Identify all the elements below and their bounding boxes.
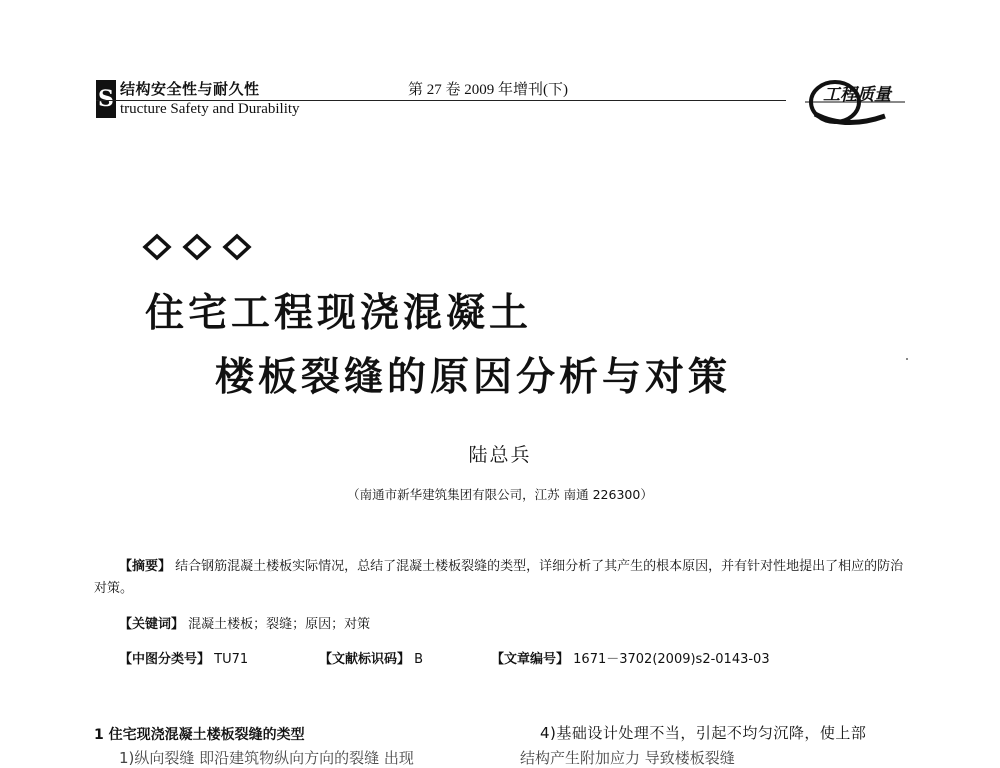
right-column-line: 4)基础设计处理不当，引起不均匀沉降，使上部 [540, 724, 867, 742]
issue-info: 第 27 卷 2009 年增刊(下) [408, 82, 568, 98]
title-diamonds-icon [142, 232, 272, 262]
section-badge: S [96, 80, 116, 118]
clc-code [119, 648, 248, 667]
article-title-line2: 楼板裂缝的原因分析与对策 [215, 355, 732, 400]
right-column-cut-line: 结构产生附加应力 导致楼板裂缝 [520, 749, 735, 767]
doc-value: B [414, 652, 424, 667]
keywords [119, 614, 370, 636]
classification-row [119, 648, 919, 668]
journal-section-cn: 结构安全性与耐久性 [120, 80, 260, 98]
article-number-label: 【文章编号】 [491, 652, 570, 667]
left-column-cut-line: 1)纵向裂缝 即沿建筑物纵向方向的裂缝 出现 [119, 749, 414, 767]
scan-speck [906, 358, 908, 360]
author-name: 陆总兵 [468, 444, 532, 466]
abstract-label: 【摘要】 [119, 559, 172, 574]
abstract-text: 结合钢筋混凝土楼板实际情况，总结了混凝土楼板裂缝的类型，详细分析了其产生的根本原因，并有针对性地提出了相应的防治对策。 [94, 559, 904, 596]
author-affiliation: （南通市新华建筑集团有限公司，江苏 南通 226300） [347, 487, 653, 502]
article-title-line1: 住宅工程现浇混凝土 [145, 291, 533, 336]
article-number-value: 1671－3702(2009)s2-0143-03 [573, 652, 770, 667]
clc-label: 【中图分类号】 [119, 652, 211, 667]
keywords-label: 【关键词】 [119, 617, 185, 632]
journal-section-en: tructure Safety and Durability [120, 101, 300, 117]
section-1-heading: 1 住宅现浇混凝土楼板裂缝的类型 [94, 727, 305, 743]
clc-value: TU71 [214, 652, 249, 667]
logo-text: 工程质量 [823, 85, 891, 105]
keywords-text: 混凝土楼板；裂缝；原因；对策 [188, 617, 371, 632]
abstract [94, 556, 914, 600]
logo-mark-icon [805, 74, 915, 130]
doc-code [319, 648, 423, 667]
journal-logo [805, 74, 915, 130]
article-number [491, 648, 770, 667]
doc-label: 【文献标识码】 [319, 652, 411, 667]
